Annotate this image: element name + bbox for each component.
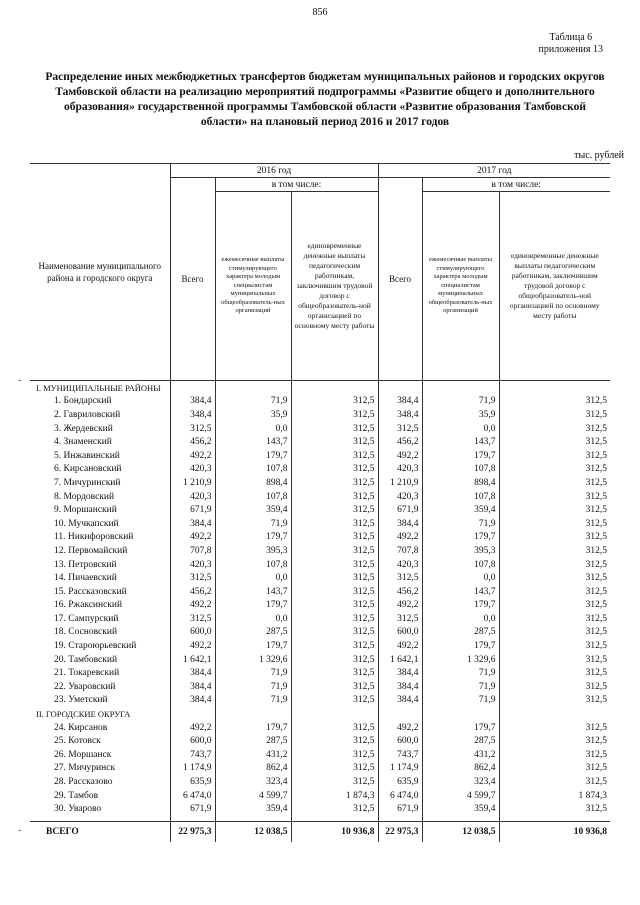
row-value: 71,9 (422, 395, 499, 409)
row-value: 312,5 (291, 612, 378, 626)
row-value: 420,3 (170, 463, 215, 477)
row-value: 348,4 (378, 408, 422, 422)
row-value: 492,2 (378, 639, 422, 653)
row-value: 179,7 (215, 639, 291, 653)
row-value: 312,5 (291, 422, 378, 436)
row-value: 420,3 (170, 558, 215, 572)
row-value: 1 642,1 (378, 653, 422, 667)
header-lump-2017: единовременные денежные выплаты педагогическим работникам, заключившим трудовой договор с общеобразователь-ной организацией по основному месту работы (499, 192, 610, 381)
row-value: 71,9 (422, 680, 499, 694)
row-value: 312,5 (499, 762, 610, 776)
row-name: 16. Ржаксинский (54, 600, 123, 611)
page-number: 856 (312, 7, 328, 18)
row-value: 600,0 (170, 734, 215, 748)
row-value: 323,4 (215, 775, 291, 789)
row-value: 312,5 (291, 680, 378, 694)
row-value: 384,4 (378, 680, 422, 694)
row-value: 312,5 (499, 517, 610, 531)
row-name: 14. Пичаевский (54, 573, 117, 584)
row-value: 671,9 (170, 802, 215, 816)
row-value: 71,9 (422, 666, 499, 680)
table-row (30, 544, 610, 558)
row-value: 1 210,9 (378, 476, 422, 490)
row-value: 492,2 (170, 721, 215, 735)
table-row (30, 775, 610, 789)
row-value: 312,5 (499, 503, 610, 517)
row-value: 492,2 (170, 449, 215, 463)
row-value: 312,5 (291, 571, 378, 585)
row-value: 492,2 (378, 531, 422, 545)
header-monthly-2016: ежемесячные выплаты стимулирующего характера молодым специалистам муниципальных общеобразователь-ных организаций (215, 192, 291, 381)
row-value: 107,8 (215, 463, 291, 477)
row-value: 492,2 (170, 639, 215, 653)
row-value: 4 599,7 (422, 789, 499, 803)
row-value: 359,4 (422, 802, 499, 816)
table-row (30, 653, 610, 667)
row-name: 11. Никифоровский (54, 532, 134, 543)
document-title: Распределение иных межбюджетных трансфертов бюджетам муниципальных районов и городских округов Тамбовской области на реализацию мероприятий подпрограммы «Развитие общего и дополнительного образования» государственной программы Тамбовской области «Развитие образования Тамбовской области» на плановый период 2016 и 2017 годов (45, 71, 605, 128)
row-value: 492,2 (378, 721, 422, 735)
row-value: 420,3 (378, 490, 422, 504)
row-value: 743,7 (378, 748, 422, 762)
row-value: 312,5 (291, 762, 378, 776)
row-value: 456,2 (378, 585, 422, 599)
row-value: 312,5 (291, 463, 378, 477)
row-name: 30. Уварово (54, 804, 102, 815)
header-total-2016: Всего (170, 178, 215, 381)
row-value: 359,4 (215, 503, 291, 517)
row-value: 312,5 (170, 571, 215, 585)
row-value: 312,5 (499, 476, 610, 490)
row-name: 8. Мордовский (54, 491, 115, 502)
header-name: Наименование муниципального района и городского округа (30, 164, 170, 381)
table-row (30, 694, 610, 708)
table-number: Таблица 6 (549, 32, 593, 43)
header-monthly-2017: ежемесячные выплаты стимулирующего характера молодым специалистам муниципальных общеобразователь-ных организаций (422, 192, 499, 381)
row-name: 1. Бондарский (54, 396, 112, 407)
row-value: 312,5 (499, 734, 610, 748)
row-value: 384,4 (170, 666, 215, 680)
row-name: 7. Мичуринский (54, 477, 121, 488)
margin-mark: - (18, 825, 22, 836)
row-value: 312,5 (291, 734, 378, 748)
row-value: 420,3 (170, 490, 215, 504)
row-value: 6 474,0 (378, 789, 422, 803)
header-including-2017: в том числе: (422, 178, 610, 192)
row-value: 359,4 (215, 802, 291, 816)
row-value: 71,9 (422, 694, 499, 708)
row-value: 635,9 (170, 775, 215, 789)
total-row (30, 822, 610, 843)
row-value: 0,0 (422, 571, 499, 585)
header-year-2017: 2017 год (378, 164, 610, 178)
row-value: 1 174,9 (378, 762, 422, 776)
row-value: 743,7 (170, 748, 215, 762)
row-name: 13. Петровский (54, 559, 117, 570)
table-row (30, 789, 610, 803)
row-value: 431,2 (422, 748, 499, 762)
row-value: 312,5 (291, 449, 378, 463)
row-name: 21. Токаревский (54, 668, 120, 679)
row-value: 456,2 (378, 435, 422, 449)
row-value: 1 329,6 (422, 653, 499, 667)
row-name: 10. Мучкапский (54, 518, 119, 529)
row-value: 384,4 (170, 517, 215, 531)
row-value: 312,5 (499, 585, 610, 599)
row-value: 312,5 (291, 721, 378, 735)
row-value: 312,5 (291, 802, 378, 816)
row-value: 143,7 (422, 585, 499, 599)
total-value: 10 936,8 (291, 822, 378, 843)
row-value: 71,9 (422, 517, 499, 531)
row-value: 492,2 (170, 531, 215, 545)
row-value: 312,5 (499, 395, 610, 409)
row-value: 71,9 (215, 694, 291, 708)
table-row (30, 762, 610, 776)
header-total-2017: Всего (378, 178, 422, 381)
row-value: 492,2 (170, 599, 215, 613)
row-value: 312,5 (291, 395, 378, 409)
row-value: 35,9 (422, 408, 499, 422)
row-value: 71,9 (215, 395, 291, 409)
row-value: 671,9 (378, 802, 422, 816)
row-value: 600,0 (170, 626, 215, 640)
row-value: 312,5 (291, 517, 378, 531)
table-row (30, 435, 610, 449)
row-value: 179,7 (215, 599, 291, 613)
row-value: 107,8 (215, 558, 291, 572)
row-value: 312,5 (291, 694, 378, 708)
row-value: 671,9 (378, 503, 422, 517)
row-name: 20. Тамбовский (54, 654, 118, 665)
row-value: 179,7 (422, 599, 499, 613)
row-value: 600,0 (378, 626, 422, 640)
row-value: 312,5 (499, 694, 610, 708)
table-row (30, 395, 610, 409)
row-name: 28. Рассказово (54, 777, 113, 788)
row-value: 600,0 (378, 734, 422, 748)
row-name: 27. Мичуринск (54, 763, 116, 774)
table-row (30, 517, 610, 531)
row-value: 312,5 (291, 585, 378, 599)
row-value: 107,8 (422, 558, 499, 572)
header-including-2016: в том числе: (215, 178, 378, 192)
row-value: 107,8 (422, 463, 499, 477)
row-value: 35,9 (215, 408, 291, 422)
row-value: 312,5 (291, 653, 378, 667)
row-value: 312,5 (499, 435, 610, 449)
row-value: 71,9 (215, 517, 291, 531)
row-value: 384,4 (378, 395, 422, 409)
row-value: 312,5 (291, 599, 378, 613)
row-value: 898,4 (422, 476, 499, 490)
row-value: 312,5 (499, 626, 610, 640)
row-value: 1 210,9 (170, 476, 215, 490)
row-value: 492,2 (378, 599, 422, 613)
row-value: 312,5 (499, 571, 610, 585)
row-value: 384,4 (378, 694, 422, 708)
row-value: 312,5 (499, 680, 610, 694)
row-value: 431,2 (215, 748, 291, 762)
table-row (30, 680, 610, 694)
row-value: 312,5 (499, 639, 610, 653)
row-value: 312,5 (291, 544, 378, 558)
appendix-number: приложения 13 (538, 44, 603, 55)
row-value: 287,5 (422, 626, 499, 640)
table-row (30, 463, 610, 477)
row-value: 0,0 (215, 422, 291, 436)
row-value: 862,4 (215, 762, 291, 776)
row-value: 312,5 (499, 748, 610, 762)
row-name: 2. Гавриловский (54, 409, 121, 420)
row-value: 671,9 (170, 503, 215, 517)
row-value: 107,8 (215, 490, 291, 504)
row-value: 179,7 (422, 639, 499, 653)
row-value: 348,4 (170, 408, 215, 422)
row-value: 4 599,7 (215, 789, 291, 803)
row-value: 312,5 (499, 490, 610, 504)
row-value: 384,4 (378, 517, 422, 531)
table-row (30, 503, 610, 517)
row-value: 312,5 (378, 422, 422, 436)
total-label: ВСЕГО (30, 822, 170, 843)
row-value: 312,5 (499, 653, 610, 667)
row-value: 312,5 (499, 449, 610, 463)
table-row (30, 748, 610, 762)
row-value: 312,5 (291, 626, 378, 640)
row-name: 17. Сампурский (54, 613, 119, 624)
row-value: 287,5 (422, 734, 499, 748)
row-value: 635,9 (378, 775, 422, 789)
row-name: 4. Знаменский (54, 437, 112, 448)
row-value: 862,4 (422, 762, 499, 776)
row-value: 312,5 (499, 463, 610, 477)
row-value: 0,0 (422, 422, 499, 436)
row-name: 3. Жердевский (54, 423, 113, 434)
row-value: 179,7 (215, 449, 291, 463)
row-value: 107,8 (422, 490, 499, 504)
row-value: 384,4 (170, 395, 215, 409)
row-name: 18. Сосновский (54, 627, 118, 638)
row-value: 312,5 (499, 612, 610, 626)
header-lump-2016: единовременные денежные выплаты педагогическим работникам, заключившим трудовой договор с общеобразователь-ной организацией по основному месту работы (291, 192, 378, 381)
table-row (30, 721, 610, 735)
row-value: 312,5 (499, 408, 610, 422)
row-value: 312,5 (291, 748, 378, 762)
row-value: 179,7 (422, 449, 499, 463)
row-value: 1 874,3 (291, 789, 378, 803)
table-row (30, 626, 610, 640)
row-value: 179,7 (422, 531, 499, 545)
row-value: 312,5 (499, 666, 610, 680)
unit-label: тыс. рублей (574, 150, 624, 161)
row-value: 312,5 (499, 775, 610, 789)
row-name: 12. Первомайский (54, 545, 128, 556)
row-value: 420,3 (378, 558, 422, 572)
row-value: 492,2 (378, 449, 422, 463)
row-value: 456,2 (170, 435, 215, 449)
row-value: 0,0 (215, 571, 291, 585)
table-row (30, 558, 610, 572)
row-value: 179,7 (422, 721, 499, 735)
row-value: 312,5 (291, 435, 378, 449)
table-row (30, 531, 610, 545)
row-value: 312,5 (378, 571, 422, 585)
row-value: 384,4 (170, 694, 215, 708)
row-value: 312,5 (291, 531, 378, 545)
margin-mark: - (18, 375, 22, 386)
row-value: 359,4 (422, 503, 499, 517)
row-value: 312,5 (499, 558, 610, 572)
table-row (30, 422, 610, 436)
table-row (30, 734, 610, 748)
row-value: 312,5 (499, 599, 610, 613)
row-value: 312,5 (291, 476, 378, 490)
table-row (30, 571, 610, 585)
table-row (30, 666, 610, 680)
row-name: 19. Староюрьевский (54, 641, 137, 652)
row-value: 312,5 (291, 639, 378, 653)
row-value: 707,8 (378, 544, 422, 558)
row-value: 312,5 (378, 612, 422, 626)
row-value: 312,5 (170, 422, 215, 436)
total-value: 22 975,3 (170, 822, 215, 843)
row-value: 420,3 (378, 463, 422, 477)
row-value: 1 642,1 (170, 653, 215, 667)
transfers-table (30, 163, 610, 842)
row-value: 143,7 (215, 435, 291, 449)
row-name: 26. Моршанск (54, 749, 112, 760)
row-value: 312,5 (499, 544, 610, 558)
row-value: 71,9 (215, 666, 291, 680)
row-value: 287,5 (215, 626, 291, 640)
row-name: 25. Котовск (54, 736, 101, 747)
row-value: 395,3 (215, 544, 291, 558)
row-value: 395,3 (422, 544, 499, 558)
row-value: 707,8 (170, 544, 215, 558)
row-value: 312,5 (291, 408, 378, 422)
row-name: 5. Инжавинский (54, 450, 120, 461)
table-row (30, 449, 610, 463)
row-name: 23. Уметский (54, 695, 108, 706)
row-name: 9. Моршанский (54, 505, 117, 516)
section-row (30, 707, 610, 721)
section-city-districts: II. ГОРОДСКИЕ ОКРУГА (36, 709, 131, 720)
table-row (30, 585, 610, 599)
row-value: 312,5 (291, 775, 378, 789)
row-value: 179,7 (215, 531, 291, 545)
row-name: 6. Кирсановский (54, 464, 122, 475)
table-row (30, 599, 610, 613)
row-value: 312,5 (170, 612, 215, 626)
row-value: 312,5 (291, 490, 378, 504)
row-value: 384,4 (170, 680, 215, 694)
table-row (30, 612, 610, 626)
table-row (30, 639, 610, 653)
total-value: 10 936,8 (499, 822, 610, 843)
row-value: 312,5 (499, 802, 610, 816)
table-reference (539, 32, 603, 56)
header-year-2016: 2016 год (170, 164, 378, 178)
row-name: 15. Рассказовский (54, 586, 127, 597)
row-value: 456,2 (170, 585, 215, 599)
row-name: 29. Тамбов (54, 790, 99, 801)
row-value: 143,7 (422, 435, 499, 449)
row-name: 22. Уваровский (54, 681, 116, 692)
row-value: 384,4 (378, 666, 422, 680)
row-value: 312,5 (499, 721, 610, 735)
table-row (30, 408, 610, 422)
table-row (30, 476, 610, 490)
row-value: 323,4 (422, 775, 499, 789)
row-value: 312,5 (499, 422, 610, 436)
row-value: 143,7 (215, 585, 291, 599)
row-value: 312,5 (291, 558, 378, 572)
row-value: 1 174,9 (170, 762, 215, 776)
total-value: 12 038,5 (422, 822, 499, 843)
row-value: 1 874,3 (499, 789, 610, 803)
total-value: 22 975,3 (378, 822, 422, 843)
total-value: 12 038,5 (215, 822, 291, 843)
row-value: 0,0 (422, 612, 499, 626)
section-municipal-districts: I. МУНИЦИПАЛЬНЫЕ РАЙОНЫ (36, 382, 161, 393)
row-value: 6 474,0 (170, 789, 215, 803)
table-row (30, 490, 610, 504)
row-value: 312,5 (291, 503, 378, 517)
row-name: 24. Кирсанов (54, 722, 108, 733)
table-row (30, 802, 610, 816)
row-value: 312,5 (499, 531, 610, 545)
row-value: 179,7 (215, 721, 291, 735)
row-value: 287,5 (215, 734, 291, 748)
row-value: 1 329,6 (215, 653, 291, 667)
row-value: 898,4 (215, 476, 291, 490)
row-value: 0,0 (215, 612, 291, 626)
row-value: 312,5 (291, 666, 378, 680)
row-value: 71,9 (215, 680, 291, 694)
